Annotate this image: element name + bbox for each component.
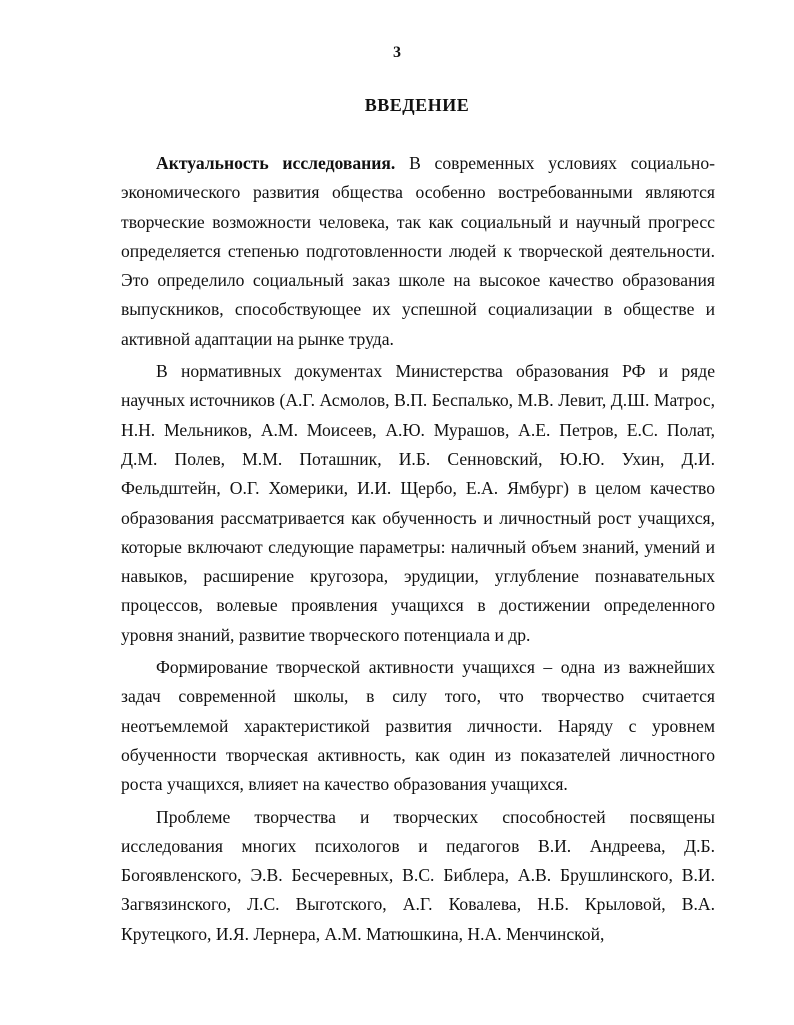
paragraph-text: В современных условиях социально-экономического развития общества особенно востребованными являются творческие возможности человека, так как социальный и научный прогресс определяется степенью подготовленности людей к творческой деятельности. Это определило социальный заказ школе на высокое качество образования выпускников, способствующее их успешной социализации в обществе и активной адаптации на рынке труда. <box>121 153 715 349</box>
paragraph-creativity-research: Проблеме творчества и творческих способностей посвящены исследования многих психологов и педагогов В.И. Андреева, Д.Б. Богоявленского, Э.В. Бесчеревных, В.С. Библера, А.В. Брушлинского, В.И. Загвязинского, Л.С. Выготского, А.Г. Ковалева, Н.Б. Крыловой, В.А. Крутецкого, И.Я. Лернера, А.М. Матюшкина, Н.А. Менчинской, <box>121 806 715 944</box>
paragraph-normative-documents: В нормативных документах Министерства образования РФ и ряде научных источников (А.Г. Асмолов, В.П. Беспалько, М.В. Левит, Д.Ш. Матрос, Н.Н. Мельников, А.М. Моисеев, А.Ю. Мурашов, А.Е. Петров, Е.С. Полат, Д.М. Полев, М.М. Поташник, И.Б. Сенновский, Ю.Ю. Ухин, Д.И. Фельдштейн, О.Г. Хомерики, И.И. Щербо, Е.А. Ямбург) в целом качество образования рассматривается как обученность и личностный рост учащихся, которые включают следующие параметры: наличный объем знаний, умений и навыков, расширение кругозора, эрудиции, углубление познавательных процессов, волевые проявления учащихся в достижении определенного уровня знаний, развитие творческого потенциала и др. <box>121 361 715 645</box>
body-text <box>121 149 715 949</box>
section-heading: ВВЕДЕНИЕ <box>364 95 470 115</box>
paragraph-lead: Актуальность исследования. <box>156 153 396 173</box>
page-number: 3 <box>393 44 401 61</box>
paragraph-relevance <box>121 149 715 354</box>
paragraph-creative-activity: Формирование творческой активности учащихся – одна из важнейших задач современной школы, в силу того, что творчество считается неотъемлемой характеристикой развития личности. Наряду с уровнем обученности творческая активность, как один из показателей личностного роста учащихся, влияет на качество образования учащихся. <box>121 657 715 795</box>
